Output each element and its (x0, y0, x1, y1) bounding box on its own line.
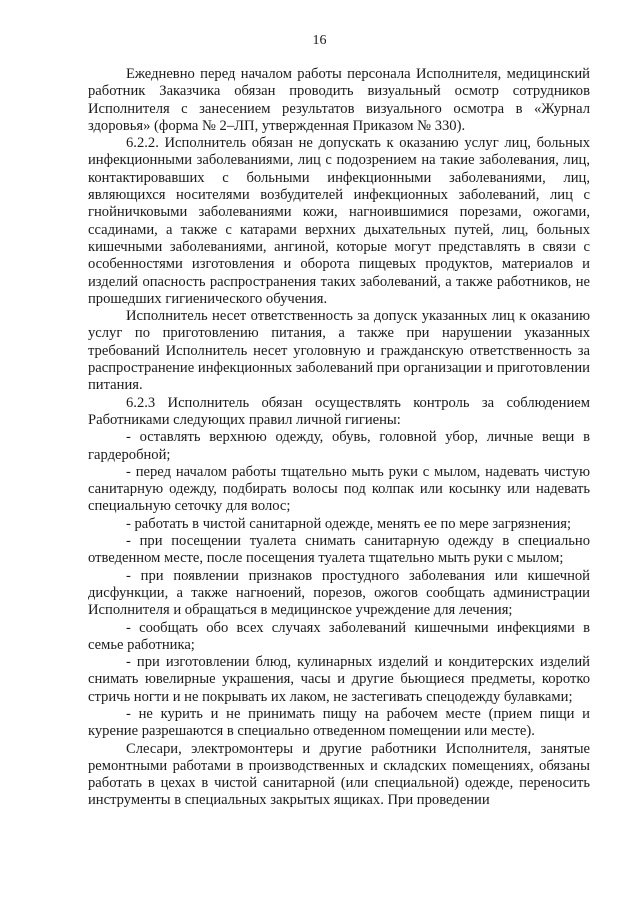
list-item-outerwear: - оставлять верхнюю одежду, обувь, головной убор, личные вещи в гардеробной; (88, 429, 590, 463)
list-item-jewelry-nails: - при изготовлении блюд, кулинарных изделий и кондитерских изделий снимать ювелирные украшения, часы и другие бьющиеся предметы, коротко стричь ногти и не покрывать их лаком, не застегивать спецодежду булавками; (88, 654, 590, 705)
list-item-illness-symptoms: - при появлении признаков простудного заболевания или кишечной дисфункции, а также нагноений, порезов, ожогов сообщать администрации Исполнителя и обращаться в медицинское учреждение для лечения; (88, 567, 590, 619)
list-item-wash-hands: - перед началом работы тщательно мыть руки с мылом, надевать чистую санитарную одежду, подбирать волосы под колпак или косынку или надевать специальную сеточку для волос; (88, 463, 590, 515)
paragraph-6-2-3: 6.2.3 Исполнитель обязан осуществлять контроль за соблюдением Работниками следующих правил личной гигиены: (88, 394, 590, 428)
paragraph-daily-medical-check: Ежедневно перед началом работы персонала Исполнителя, медицинский работник Заказчика обязан проводить визуальный осмотр сотрудников Исполнителя с занесением результатов визуального осмотра в «Журнал здоровья» (форма № 2–ЛП, утвержденная Приказом № 330). (88, 66, 590, 134)
list-item-toilet: - при посещении туалета снимать санитарную одежду в специально отведенном месте, после посещения туалета тщательно мыть руки с мылом; (88, 533, 590, 567)
list-item-clean-clothing: - работать в чистой санитарной одежде, менять ее по мере загрязнения; (126, 515, 572, 532)
paragraph-responsibility: Исполнитель несет ответственность за допуск указанных лиц к оказанию услуг по приготовлению питания, а также при нарушении указанных требований Исполнитель несет уголовную и гражданскую ответственность за распространение инфекционных заболеваний при организации и приготовлении питания. (88, 308, 590, 394)
paragraph-maintenance-workers: Слесари, электромонтеры и другие работники Исполнителя, занятые ремонтными работами в производственных и складских помещениях, обязаны работать в цехах в чистой санитарной (или специальной) одежде, переносить инструменты в специальных закрытых ящиках. При проведении (88, 740, 590, 809)
list-item-family-infections: - сообщать обо всех случаях заболеваний кишечными инфекциями в семье работника; (88, 619, 590, 653)
list-item-no-smoking: - не курить и не принимать пищу на рабочем месте (прием пищи и курение разрешаются в специально отведенном помещении или месте). (88, 705, 590, 740)
page-number: 16 (312, 33, 327, 48)
document-body (88, 66, 590, 810)
paragraph-6-2-2: 6.2.2. Исполнитель обязан не допускать к оказанию услуг лиц, больных инфекционными заболеваниями, лиц с подозрением на такие заболевания, лиц, контактировавших с больными инфекционными заболеваниями, лиц, являющихся носителями возбудителей инфекционных заболеваний, лиц с гнойничковыми заболеваниями кожи, нагноившимися порезами, ожогами, ссадинами, а также с катарами верхних дыхательных путей, лиц, больных кишечными заболеваниями, ангиной, которые могут представлять в связи с особенностями изготовления и оборота пищевых продуктов, материалов и изделий опасность распространения таких заболеваний, а также работников, не прошедших гигиенического обучения. (88, 135, 590, 307)
